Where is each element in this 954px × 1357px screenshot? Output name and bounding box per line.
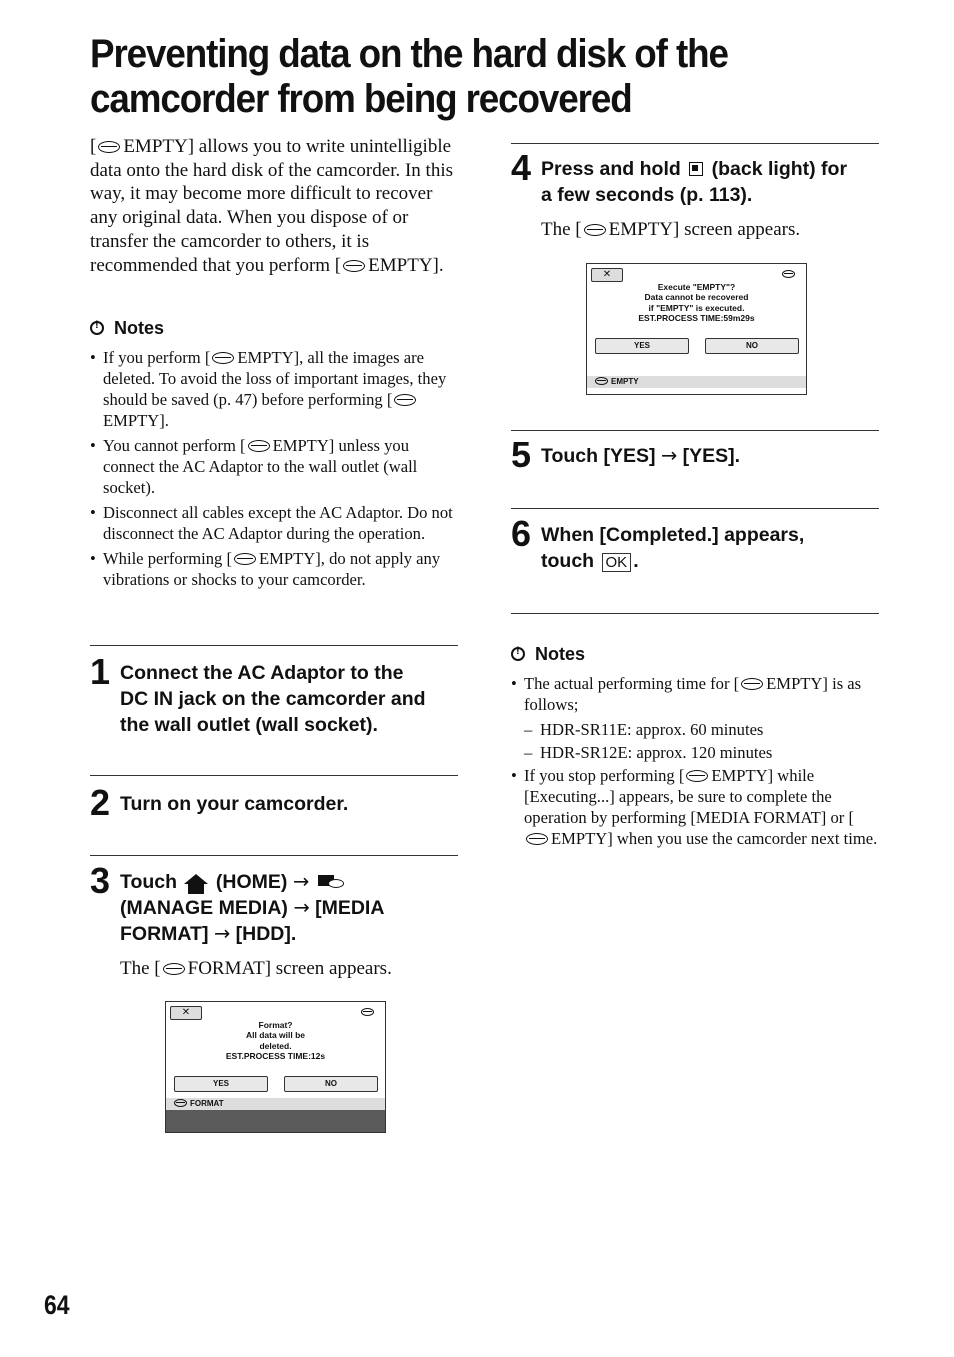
list-item: • You cannot perform [ EMPTY] unless you connect the AC Adaptor to the wall outlet (wall socket). <box>90 435 458 498</box>
notes-icon <box>511 647 525 661</box>
hdd-icon <box>686 770 708 782</box>
manage-media-icon <box>318 875 346 889</box>
close-button[interactable]: ✕ <box>591 268 623 282</box>
step-number: 2 <box>90 782 111 823</box>
ok-button: OK <box>602 553 632 572</box>
divider <box>511 430 879 431</box>
hdd-icon <box>394 394 416 406</box>
hdd-icon <box>782 270 795 278</box>
hdd-icon <box>595 377 608 385</box>
step-text: When [Completed.] appears, touch OK . <box>541 524 805 572</box>
list-item: • The actual performing time for [ EMPTY] is as follows; <box>511 673 879 715</box>
hdd-icon <box>526 833 548 845</box>
list-item: – HDR-SR11E: approx. 60 minutes <box>524 719 879 740</box>
hdd-icon <box>343 260 365 272</box>
notes-icon <box>90 321 104 335</box>
list-item: • While performing [ EMPTY], do not apply any vibrations or shocks to your camcorder. <box>90 548 458 590</box>
step-number: 3 <box>90 860 111 901</box>
step-3 <box>90 860 458 993</box>
step-text: Touch [YES] → [YES]. <box>541 444 741 467</box>
yes-button[interactable]: YES <box>174 1076 268 1092</box>
empty-screen <box>586 263 807 395</box>
screen-message: Execute "EMPTY"? Data cannot be recovered if "EMPTY" is executed. EST.PROCESS TIME:59m29s <box>638 282 755 323</box>
step-number: 1 <box>90 651 111 692</box>
list-item: • If you stop performing [ EMPTY] while [Executing...] appears, be sure to complete the operation by performing [MEDIA FORMAT] or [EMPTY] when you use the camcorder next time. <box>511 765 879 849</box>
divider <box>511 508 879 509</box>
intro-paragraph: [ EMPTY] allows you to write unintelligible data onto the hard disk of the camcorder. In this way, it may become more difficult to recover any original data. When you dispose of or transfer the camcorder to others, it is recommended that you perform [ EMPTY]. <box>90 136 454 276</box>
hdd-icon <box>584 224 606 236</box>
step-5 <box>511 434 879 477</box>
home-icon <box>184 874 208 884</box>
list-item: – HDR-SR12E: approx. 120 minutes <box>524 742 879 763</box>
list-item: • Disconnect all cables except the AC Adaptor. Do not disconnect the AC Adaptor during the operation. <box>90 502 458 544</box>
step-number: 5 <box>511 434 532 475</box>
divider <box>511 143 879 144</box>
step-text: Touch (HOME) → (MANAGE MEDIA) → [MEDIA FORMAT] → [HDD]. <box>120 870 385 945</box>
hdd-icon <box>174 1099 187 1107</box>
screen-status-bar: FORMAT <box>166 1098 385 1110</box>
notes-heading-left: !Notes <box>90 318 164 339</box>
hdd-icon <box>98 141 120 153</box>
format-screen <box>165 1001 386 1133</box>
hdd-icon <box>234 553 256 565</box>
page-title-line2: camcorder from being recovered <box>90 77 632 121</box>
screen-message: Format? All data will be deleted. EST.PROCESS TIME:12s <box>225 1020 326 1061</box>
notes-list-right <box>511 673 879 853</box>
yes-button[interactable]: YES <box>595 338 689 354</box>
step-4 <box>511 147 879 250</box>
step-2 <box>90 782 458 825</box>
step-1 <box>90 651 458 754</box>
divider <box>90 855 458 856</box>
step-subtext: The [ EMPTY] screen appears. <box>541 219 801 240</box>
list-item: • If you perform [ EMPTY], all the images are deleted. To avoid the loss of important images, they should be saved (p. 47) before performing [EMPTY]. <box>90 347 458 431</box>
divider <box>511 613 879 614</box>
page-number: 64 <box>44 1290 70 1320</box>
notes-list-left <box>90 347 458 594</box>
divider <box>90 775 458 776</box>
step-text: Connect the AC Adaptor to the DC IN jack on the camcorder and the wall outlet (wall socket). <box>120 662 426 736</box>
hdd-icon <box>212 352 234 364</box>
back-light-icon <box>689 162 703 176</box>
page-title-line1: Preventing data on the hard disk of the <box>90 32 728 76</box>
intro-text-1: EMPTY] allows you to write unintelligible data onto the hard disk of the camcorder. In this way, it may become more difficult to recover any original data. When you dispose of or transfer the camcorder to others, it is recommended that you perform [ <box>90 136 454 276</box>
step-number: 6 <box>511 513 532 554</box>
hdd-icon <box>163 963 185 975</box>
step-text: Turn on your camcorder. <box>120 793 349 815</box>
no-button[interactable]: NO <box>705 338 799 354</box>
hdd-icon <box>741 678 763 690</box>
step-6 <box>511 513 879 586</box>
no-button[interactable]: NO <box>284 1076 378 1092</box>
step-number: 4 <box>511 147 532 188</box>
notes-heading-right: !Notes <box>511 644 585 665</box>
page-title <box>90 32 826 122</box>
screen-status-bar: EMPTY <box>587 376 806 388</box>
divider <box>90 645 458 646</box>
screen-bottom-band <box>166 1110 385 1132</box>
close-button[interactable]: ✕ <box>170 1006 202 1020</box>
hdd-icon <box>248 440 270 452</box>
hdd-icon <box>361 1008 374 1016</box>
step-subtext: The [ FORMAT] screen appears. <box>120 958 392 979</box>
intro-text-2: EMPTY]. <box>368 254 444 276</box>
step-text: Press and hold (back light) for a few seconds (p. 113). <box>541 158 848 206</box>
